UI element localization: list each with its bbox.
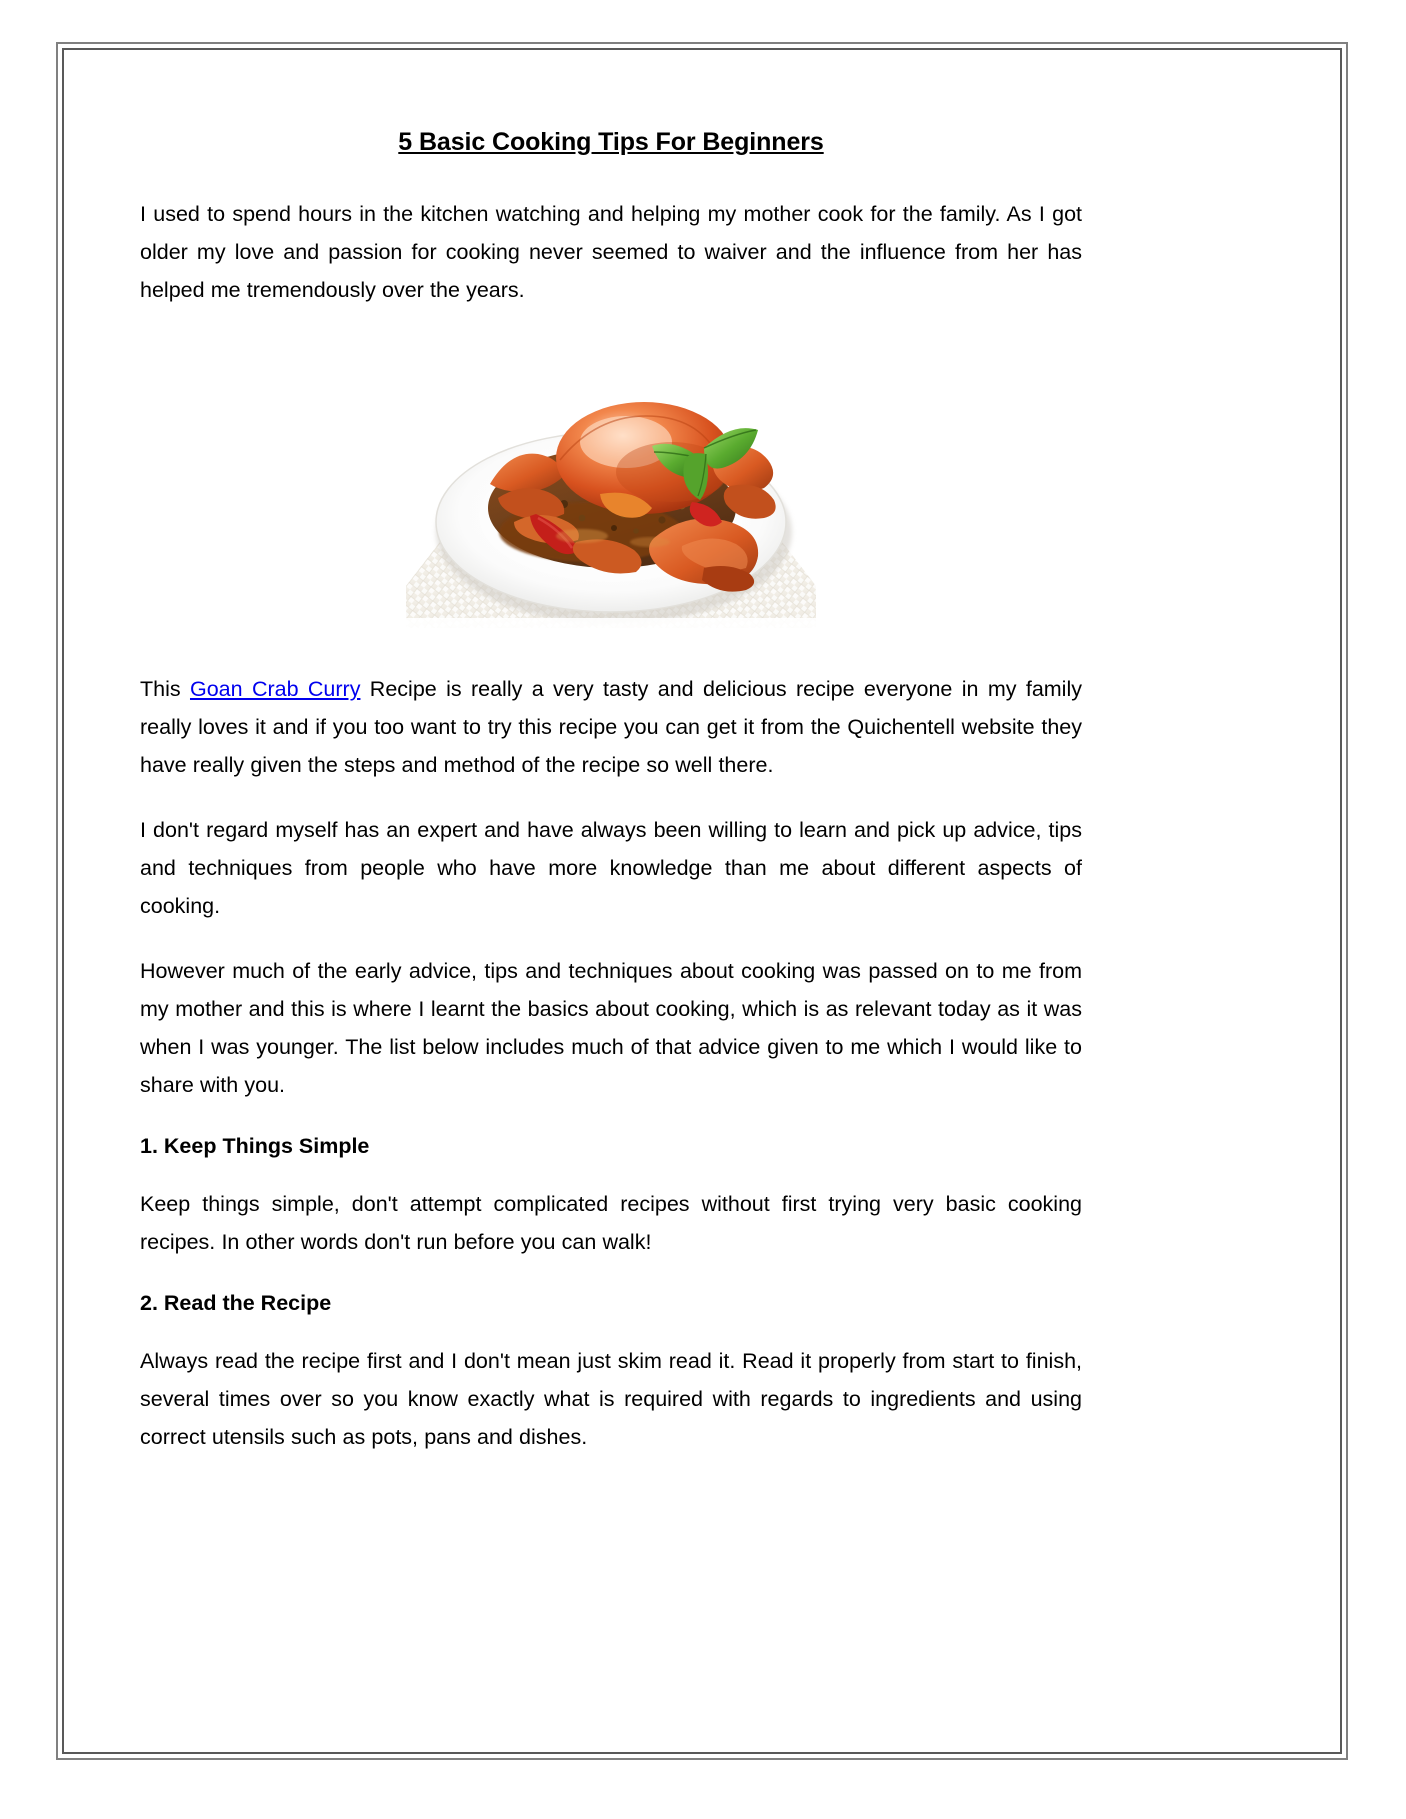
heading-tip-2: 2. Read the Recipe [140, 1291, 332, 1315]
heading-tip-1: 1. Keep Things Simple [140, 1134, 370, 1158]
paragraph-tip-2: Always read the recipe first and I don't mean just skim read it. Read it properly from start to finish, several times over so you know exactly what is required with regards to ingredients and using correct utensils such as pots, pans and dishes. [140, 1349, 1082, 1449]
recipe-text-after-link: Recipe is really a very tasty and delicious recipe everyone in my family really loves it and if you too want to try this recipe you can get it from the Quichentell website they have really given the steps and method of the recipe so well there. [140, 677, 1082, 777]
paragraph-recipe [140, 670, 1082, 784]
document-content [140, 128, 1082, 1456]
paragraph-expert: I don't regard myself has an expert and have always been willing to learn and pick up advice, tips and techniques from people who have more knowledge than me about different aspects of cooking. [140, 818, 1082, 918]
goan-crab-curry-link[interactable]: Goan Crab Curry [189, 677, 361, 701]
page-title: 5 Basic Cooking Tips For Beginners [398, 128, 824, 156]
paragraph-however: However much of the early advice, tips and techniques about cooking was passed on to me from my mother and this is where I learnt the basics about cooking, which is as relevant today as it was when I was younger. The list below includes much of that advice given to me which I would like to share with you. [140, 959, 1082, 1097]
paragraph-tip-1: Keep things simple, don't attempt complicated recipes without first trying very basic cooking recipes. In other words don't run before you can walk! [140, 1192, 1082, 1254]
crab-curry-photo [386, 336, 836, 636]
figure-container [140, 336, 1082, 636]
paragraph-intro: I used to spend hours in the kitchen watching and helping my mother cook for the family. As I got older my love and passion for cooking never seemed to waiver and the influence from her has helped me tremendously over the years. [140, 202, 1082, 302]
recipe-text-before-link: This [140, 677, 190, 701]
